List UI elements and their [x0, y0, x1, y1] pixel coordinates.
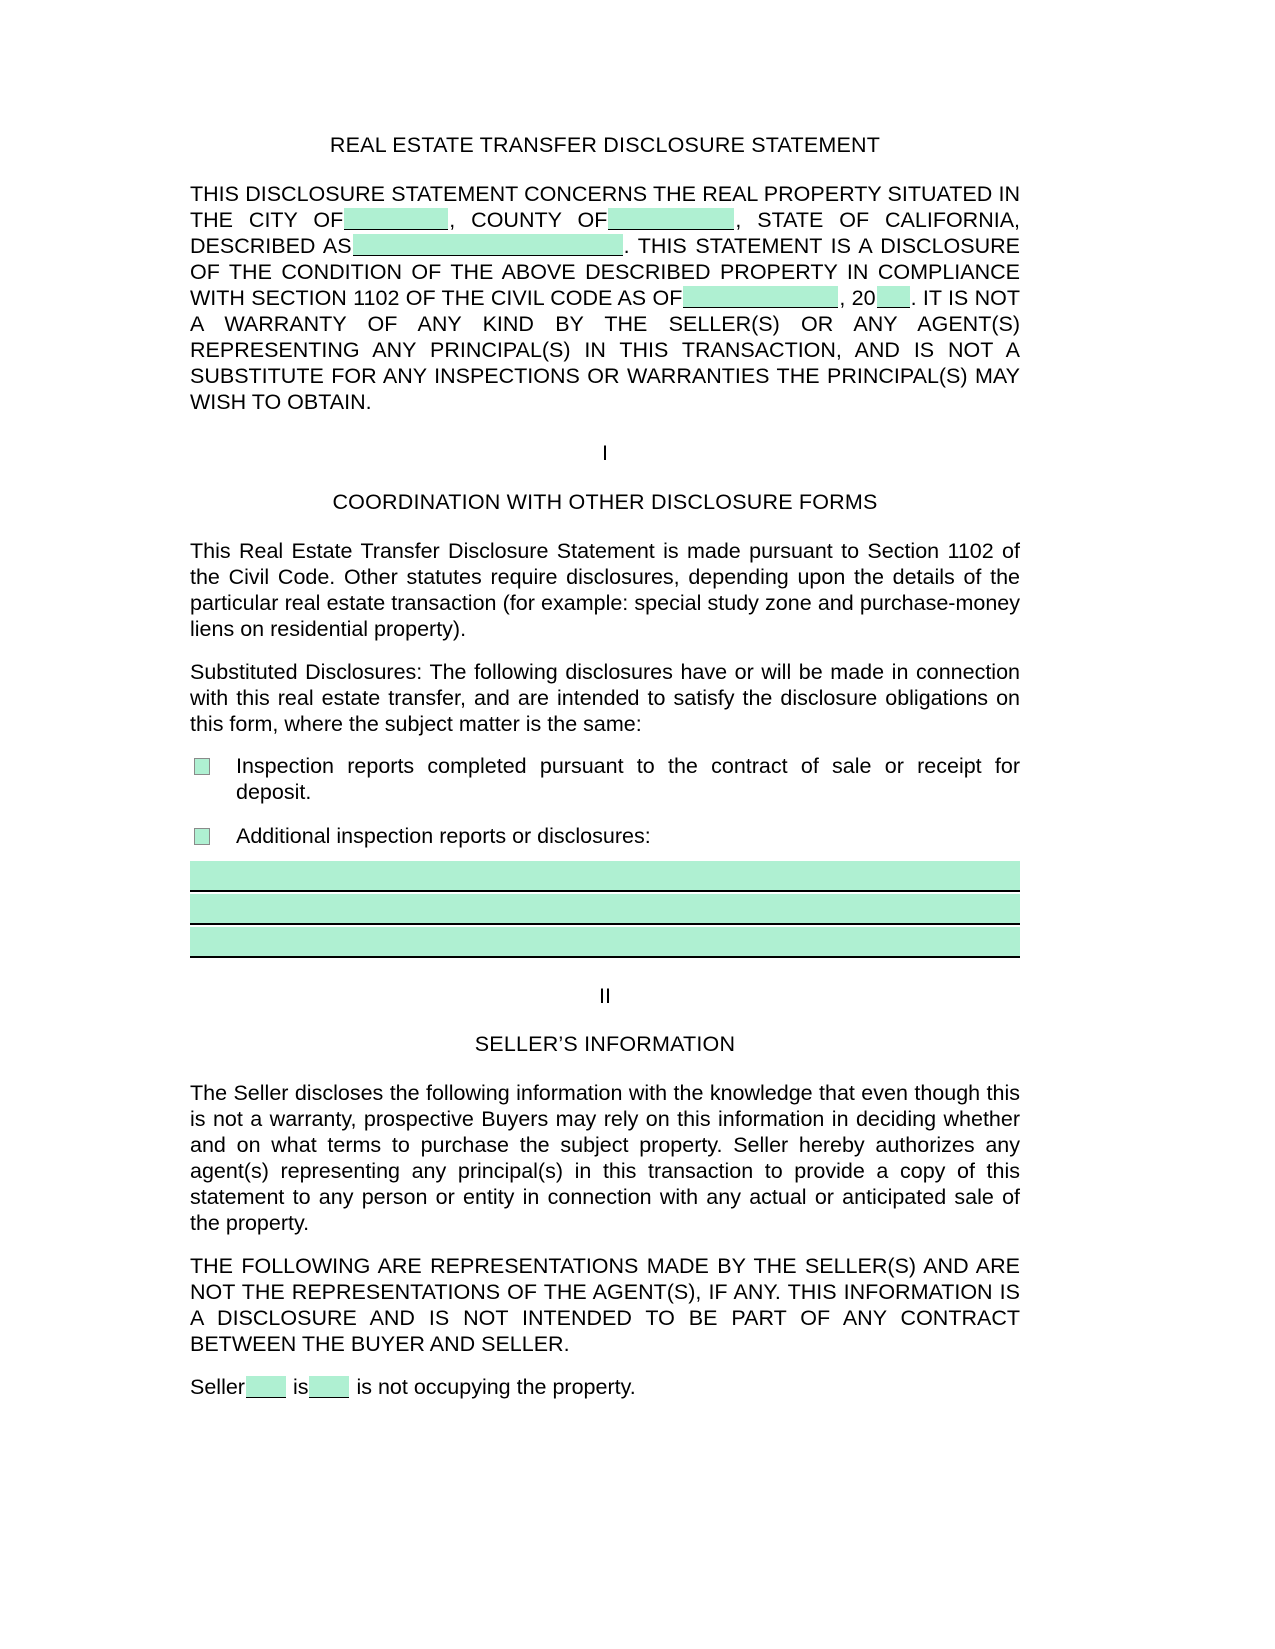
intro-text-part-4: . THIS STATEMENT IS A DISCLOSURE OF THE CONDITION OF THE ABOVE DESCRIBED PROPERTY IN COMPLIANCE WITH SECTION 1102 OF THE CIVIL CODE AS OF	[190, 233, 1020, 310]
section-one-numeral: I	[602, 440, 608, 465]
occupancy-suffix-label: is not occupying the property.	[356, 1375, 636, 1400]
occupancy-prefix-label: Seller	[190, 1375, 245, 1400]
section-two-paragraph-2: THE FOLLOWING ARE REPRESENTATIONS MADE BY THE SELLER(S) AND ARE NOT THE REPRESENTATIONS OF THE AGENT(S), IF ANY. THIS INFORMATION IS A DISCLOSURE AND IS NOT INTENDED TO BE PART OF ANY CONTRACT BETWEEN THE BUYER AND SELLER.	[190, 1254, 1020, 1357]
section-two-heading: SELLER’S INFORMATION	[474, 1032, 736, 1057]
checkbox-additional-reports-label: Additional inspection reports or disclosures:	[236, 823, 651, 848]
checkbox-inspection-reports-label: Inspection reports completed pursuant to the contract of sale or receipt for deposit.	[236, 753, 1020, 804]
substituted-disclosures-list	[190, 753, 1020, 849]
page-title: REAL ESTATE TRANSFER DISCLOSURE STATEMENT	[329, 133, 881, 157]
write-in-line-1[interactable]	[190, 861, 1020, 892]
document-content	[190, 132, 1020, 1400]
occupancy-middle-label: is	[292, 1375, 309, 1400]
intro-text-part-5: , 20	[839, 285, 876, 310]
occupancy-is-field[interactable]	[246, 1376, 286, 1398]
seller-occupancy-line	[190, 1374, 1020, 1400]
city-field[interactable]	[344, 208, 448, 230]
intro-text-part-2: , COUNTY OF	[449, 207, 608, 232]
intro-text-part-1: THIS DISCLOSURE STATEMENT CONCERNS THE REAL PROPERTY SITUATED IN THE CITY OF	[190, 181, 1020, 232]
occupancy-is-not-field[interactable]	[309, 1376, 349, 1398]
property-description-field[interactable]	[353, 234, 623, 256]
section-one-heading: COORDINATION WITH OTHER DISCLOSURE FORMS	[332, 489, 878, 514]
list-item[interactable]	[190, 753, 1020, 805]
intro-paragraph	[190, 181, 1020, 415]
county-field[interactable]	[608, 208, 734, 230]
checkbox-additional-reports-icon[interactable]	[194, 828, 210, 845]
intro-text-part-3: , STATE OF CALIFORNIA, DESCRIBED AS	[190, 207, 1021, 258]
section-one-paragraph-2: Substituted Disclosures: The following disclosures have or will be made in connection with this real estate transfer, and are intended to satisfy the disclosure obligations on this form, where the subject matter is the same:	[190, 659, 1020, 736]
write-in-line-2[interactable]	[190, 894, 1020, 925]
intro-text-part-6: . IT IS NOT A WARRANTY OF ANY KIND BY THE SELLER(S) OR ANY AGENT(S) REPRESENTING ANY PRINCIPAL(S) IN THIS TRANSACTION, AND IS NOT A SUBSTITUTE FOR ANY INSPECTIONS OR WARRANTIES THE PRINCIPAL(S) MAY WISH TO OBTAIN.	[190, 285, 1020, 414]
additional-disclosures-write-in-area	[190, 861, 1020, 958]
year-field[interactable]	[877, 286, 910, 308]
write-in-line-3[interactable]	[190, 927, 1020, 958]
list-item[interactable]	[190, 823, 1020, 849]
section-two-paragraph-1: The Seller discloses the following information with the knowledge that even though this is not a warranty, prospective Buyers may rely on this information in deciding whether and on what terms to purchase the subject property. Seller hereby authorizes any agent(s) representing any principal(s) in this transaction to provide a copy of this statement to any person or entity in connection with any actual or anticipated sale of the property.	[190, 1081, 1020, 1236]
checkbox-inspection-reports-icon[interactable]	[194, 758, 210, 775]
disclosure-date-field[interactable]	[683, 286, 838, 308]
section-one-paragraph-1: This Real Estate Transfer Disclosure Statement is made pursuant to Section 1102 of the Civil Code. Other statutes require disclosures, depending upon the details of the particular real estate transaction (for example: special study zone and purchase-money liens on residential property).	[190, 538, 1020, 641]
section-two-numeral: II	[599, 983, 611, 1008]
